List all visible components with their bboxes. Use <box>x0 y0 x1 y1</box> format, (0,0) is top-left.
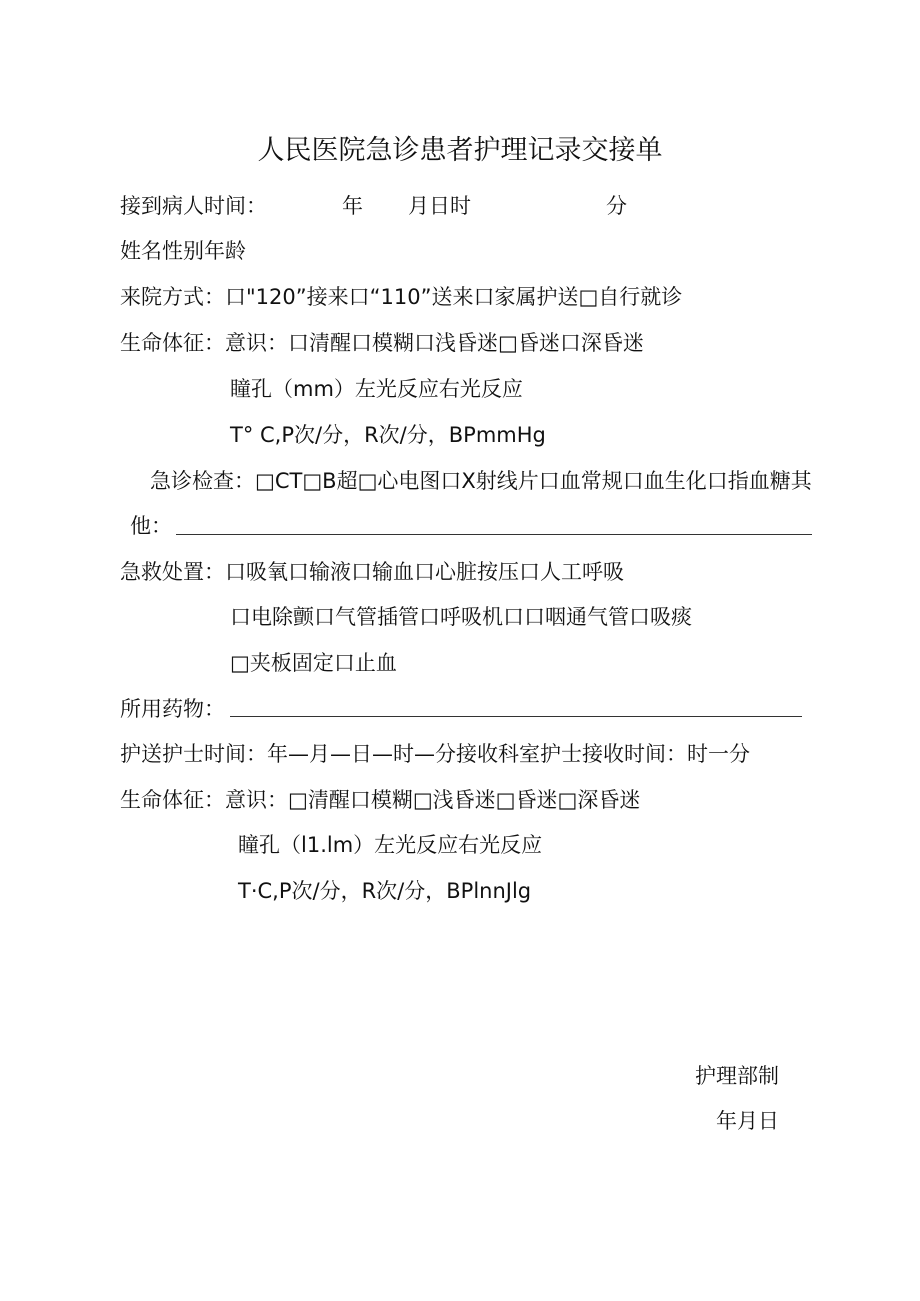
medication-underline <box>230 716 802 717</box>
vitals2-signs-line: T·C,P次/分，R次/分，BPlnnJlg <box>238 879 532 903</box>
vitals-pupil-line: 瞳孔（mm）左光反应右光反应 <box>230 377 523 401</box>
vitals-signs-line: T° C,P次/分，R次/分，BPmmHg <box>230 423 546 447</box>
receive-time-label: 接到病人时间： <box>120 194 267 218</box>
vitals2-pupil-line: 瞳孔（l1.lm）左光反应右光反应 <box>238 833 543 857</box>
exam-other-label: 他： <box>130 514 172 538</box>
handover-time-line: 护送护士时间：年—月—日—时—分接收科室护士接收时间：时一分 <box>120 742 750 766</box>
vitals-consciousness-line: 生命体征：意识：口清醒口模糊口浅昏迷□昏迷口深昏迷 <box>120 331 644 355</box>
form-title: 人民医院急诊患者护理记录交接单 <box>257 135 663 166</box>
vitals2-consciousness-line: 生命体征：意识：□清醒口模糊□浅昏迷□昏迷□深昏迷 <box>120 788 641 812</box>
patient-info-line: 姓名性别年龄 <box>120 239 246 263</box>
receive-time-minute: 分 <box>606 194 627 218</box>
receive-time-year: 年 <box>342 194 363 218</box>
exam-other-underline <box>176 534 812 535</box>
arrival-mode-line: 来院方式：口"120”接来口“110”送来口家属护送□自行就诊 <box>120 285 683 309</box>
receive-time-month-day-hour: 月日时 <box>408 194 471 218</box>
treatment-line-2: 口电除颤口气管插管口呼吸机口口咽通气管口吸痰 <box>230 605 692 629</box>
footer-maker: 护理部制 <box>695 1064 779 1088</box>
exam-line: 急诊检查：□CT□B超□心电图口X射线片口血常规口血生化口指血糖其 <box>150 469 812 493</box>
treatment-line-3: □夹板固定口止血 <box>230 651 397 675</box>
footer-date: 年月日 <box>716 1109 779 1133</box>
medication-label: 所用药物： <box>120 697 225 721</box>
treatment-line-1: 急救处置：口吸氧口输液口输血口心脏按压口人工呼吸 <box>120 560 624 584</box>
